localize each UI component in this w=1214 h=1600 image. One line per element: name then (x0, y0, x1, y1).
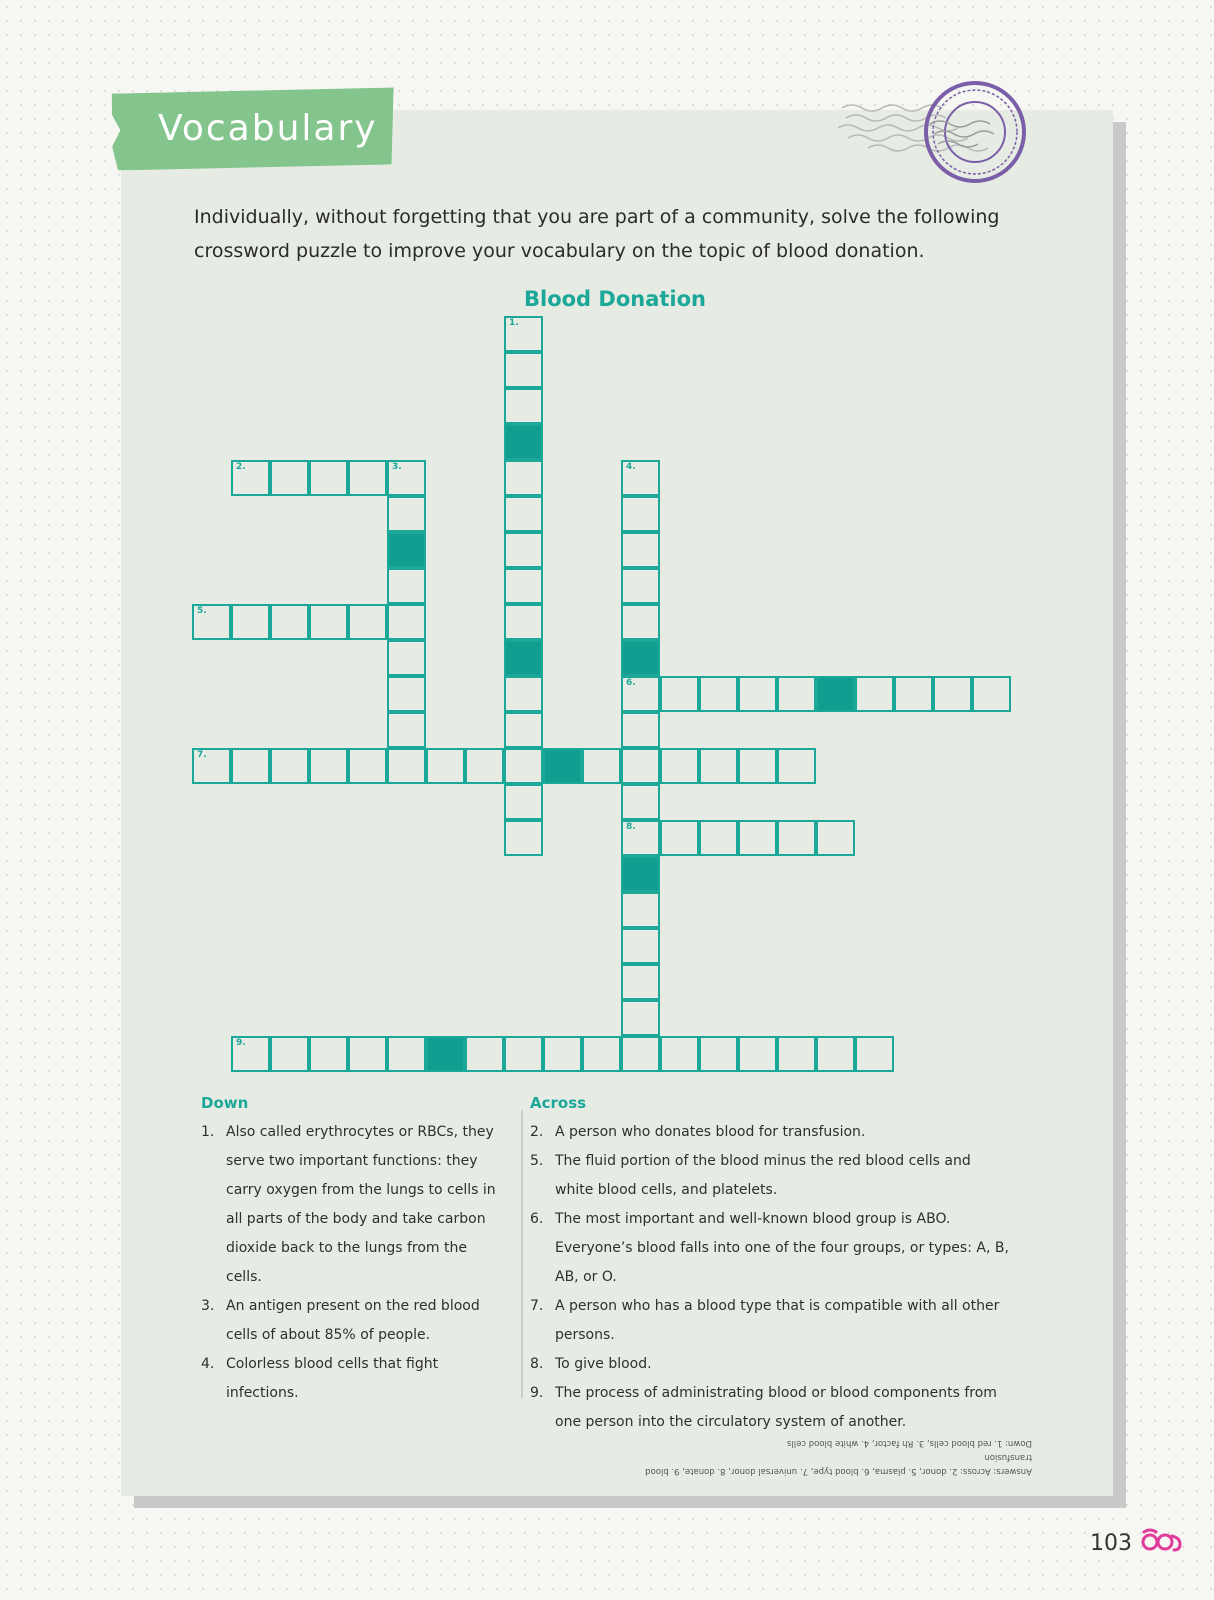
crossword-cell[interactable] (621, 748, 660, 784)
crossword-cell[interactable] (309, 1036, 348, 1072)
clue-number-label: 3. (392, 462, 402, 472)
crossword-cell[interactable] (387, 748, 426, 784)
crossword-cell[interactable] (660, 748, 699, 784)
postmark-stamp-icon (838, 72, 1052, 202)
clue-number-label: 1. (509, 318, 519, 328)
crossword-cell[interactable] (699, 748, 738, 784)
clue-text: A person who has a blood type that is compatible with all other persons. (555, 1298, 1000, 1343)
crossword-cell[interactable] (738, 748, 777, 784)
crossword-cell[interactable] (621, 568, 660, 604)
crossword-cell[interactable] (699, 676, 738, 712)
crossword-cell[interactable] (855, 676, 894, 712)
crossword-cell[interactable] (387, 640, 426, 676)
crossword-cell[interactable] (504, 460, 543, 496)
crossword-cell[interactable] (426, 748, 465, 784)
crossword-cell[interactable] (582, 1036, 621, 1072)
crossword-cell[interactable] (309, 604, 348, 640)
crossword-cell[interactable] (660, 820, 699, 856)
crossword-cell[interactable] (777, 676, 816, 712)
crossword-cell[interactable] (387, 604, 426, 640)
crossword-cell[interactable] (504, 352, 543, 388)
clue-number: 8. (530, 1356, 544, 1372)
clue-number: 9. (530, 1385, 544, 1401)
clue-number: 1. (201, 1124, 215, 1140)
crossword-cell[interactable] (621, 928, 660, 964)
crossword-cell[interactable] (231, 1036, 270, 1072)
clue-text: The process of administrating blood or blood components from one person into the circulatory system of another. (555, 1385, 997, 1430)
crossword-cell[interactable] (348, 1036, 387, 1072)
crossword-cell[interactable] (387, 496, 426, 532)
crossword-shaded-cell (504, 640, 543, 676)
clue-number: 5. (530, 1153, 544, 1169)
clue-number-label: 9. (236, 1038, 246, 1048)
crossword-cell[interactable] (816, 1036, 855, 1072)
crossword-cell[interactable] (621, 784, 660, 820)
crossword-cell[interactable] (660, 1036, 699, 1072)
crossword-cell[interactable] (192, 604, 231, 640)
crossword-shaded-cell (504, 424, 543, 460)
crossword-cell[interactable] (582, 748, 621, 784)
crossword-cell[interactable] (309, 748, 348, 784)
crossword-cell[interactable] (504, 712, 543, 748)
crossword-cell[interactable] (660, 676, 699, 712)
crossword-cell[interactable] (543, 1036, 582, 1072)
crossword-cell[interactable] (738, 676, 777, 712)
crossword-cell[interactable] (504, 388, 543, 424)
crossword-cell[interactable] (933, 676, 972, 712)
crossword-cell[interactable] (621, 1000, 660, 1036)
clue-text: Colorless blood cells that fight infections. (226, 1356, 439, 1401)
crossword-cell[interactable] (231, 460, 270, 496)
crossword-cell[interactable] (348, 748, 387, 784)
crossword-cell[interactable] (504, 676, 543, 712)
crossword-cell[interactable] (738, 820, 777, 856)
crossword-cell[interactable] (387, 712, 426, 748)
crossword-cell[interactable] (816, 820, 855, 856)
crossword-cell[interactable] (621, 1036, 660, 1072)
crossword-cell[interactable] (270, 748, 309, 784)
publisher-logo-icon (1140, 1526, 1184, 1556)
crossword-cell[interactable] (270, 604, 309, 640)
clue-number-label: 4. (626, 462, 636, 472)
crossword-cell[interactable] (231, 748, 270, 784)
crossword-cell[interactable] (894, 676, 933, 712)
down-clue (201, 1350, 506, 1408)
clue-number-label: 2. (236, 462, 246, 472)
crossword-shaded-cell (387, 532, 426, 568)
crossword-cell[interactable] (621, 676, 660, 712)
answer-key-across: Answers: Across: 2. donor, 5. plasma, 6. blood type, 7. universal donor, 8. donate, 9. blood transfusion (645, 1452, 1032, 1476)
crossword-cell[interactable] (348, 604, 387, 640)
down-clues-heading: Down (201, 1094, 249, 1112)
crossword-shaded-cell (621, 640, 660, 676)
crossword-cell[interactable] (972, 676, 1011, 712)
clue-number: 2. (530, 1124, 544, 1140)
crossword-cell[interactable] (504, 820, 543, 856)
crossword-cell[interactable] (465, 748, 504, 784)
clue-number-label: 7. (197, 750, 207, 760)
clue-text: Also called erythrocytes or RBCs, they serve two important functions: they carry oxygen from the lungs to cells in all parts of the body and take carbon dioxide back to the lungs from the cells. (226, 1124, 496, 1285)
crossword-shaded-cell (621, 856, 660, 892)
crossword-shaded-cell (426, 1036, 465, 1072)
crossword-cell[interactable] (348, 460, 387, 496)
crossword-cell[interactable] (777, 820, 816, 856)
clue-text: The fluid portion of the blood minus the red blood cells and white blood cells, and platelets. (555, 1153, 971, 1198)
across-clues-list (530, 1118, 1010, 1437)
crossword-cell[interactable] (504, 784, 543, 820)
crossword-cell[interactable] (621, 712, 660, 748)
crossword-shaded-cell (543, 748, 582, 784)
crossword-cell[interactable] (504, 496, 543, 532)
clues-divider (521, 1110, 523, 1398)
down-clue (201, 1118, 506, 1292)
page-number: 103 (1090, 1531, 1132, 1556)
crossword-cell[interactable] (270, 1036, 309, 1072)
crossword-cell[interactable] (504, 316, 543, 352)
crossword-cell[interactable] (621, 532, 660, 568)
clue-number: 3. (201, 1298, 215, 1314)
crossword-cell[interactable] (387, 676, 426, 712)
clue-number: 6. (530, 1211, 544, 1227)
crossword-cell[interactable] (738, 1036, 777, 1072)
clue-number-label: 5. (197, 606, 207, 616)
crossword-cell[interactable] (621, 892, 660, 928)
crossword-cell[interactable] (621, 820, 660, 856)
down-clues-list (201, 1118, 506, 1408)
crossword-cell[interactable] (855, 1036, 894, 1072)
crossword-shaded-cell (816, 676, 855, 712)
crossword-cell[interactable] (192, 748, 231, 784)
crossword-cell[interactable] (504, 1036, 543, 1072)
puzzle-title: Blood Donation (524, 287, 706, 311)
crossword-cell[interactable] (270, 460, 309, 496)
crossword-cell[interactable] (621, 460, 660, 496)
upside-down-answer-key (612, 1436, 1032, 1478)
crossword-cell[interactable] (504, 604, 543, 640)
across-clue (530, 1292, 1010, 1350)
clue-text: A person who donates blood for transfusion. (555, 1124, 866, 1140)
crossword-cell[interactable] (621, 604, 660, 640)
crossword-cell[interactable] (777, 748, 816, 784)
crossword-cell[interactable] (231, 604, 270, 640)
across-clue (530, 1205, 1010, 1292)
crossword-cell[interactable] (699, 1036, 738, 1072)
across-clue (530, 1350, 1010, 1379)
crossword-cell[interactable] (387, 568, 426, 604)
clue-text: To give blood. (555, 1356, 652, 1372)
across-clue (530, 1147, 1010, 1205)
instructions-text: Individually, without forgetting that you are part of a community, solve the following crossword puzzle to improve your vocabulary on the topic of blood donation. (194, 206, 1000, 262)
clue-number-label: 6. (626, 678, 636, 688)
section-title: Vocabulary (158, 108, 378, 149)
crossword-cell[interactable] (465, 1036, 504, 1072)
crossword-cell[interactable] (309, 460, 348, 496)
clue-text: The most important and well-known blood group is ABO. Everyone’s blood falls into one of the four groups, or types: A, B, AB, or O. (555, 1211, 1009, 1285)
crossword-cell[interactable] (504, 748, 543, 784)
across-clue (530, 1118, 1010, 1147)
clue-number-label: 8. (626, 822, 636, 832)
clue-number: 4. (201, 1356, 215, 1372)
clue-text: An antigen present on the red blood cells of about 85% of people. (226, 1298, 480, 1343)
crossword-cell[interactable] (777, 1036, 816, 1072)
down-clue (201, 1292, 506, 1350)
answer-key-down: Down: 1. red blood cells, 3. Rh factor, 4. white blood cells (786, 1438, 1032, 1448)
crossword-cell[interactable] (621, 964, 660, 1000)
crossword-cell[interactable] (504, 568, 543, 604)
crossword-cell[interactable] (621, 496, 660, 532)
crossword-cell[interactable] (387, 1036, 426, 1072)
crossword-cell[interactable] (504, 532, 543, 568)
crossword-cell[interactable] (387, 460, 426, 496)
across-clue (530, 1379, 1010, 1437)
crossword-cell[interactable] (699, 820, 738, 856)
across-clues-heading: Across (530, 1094, 587, 1112)
clue-number: 7. (530, 1298, 544, 1314)
